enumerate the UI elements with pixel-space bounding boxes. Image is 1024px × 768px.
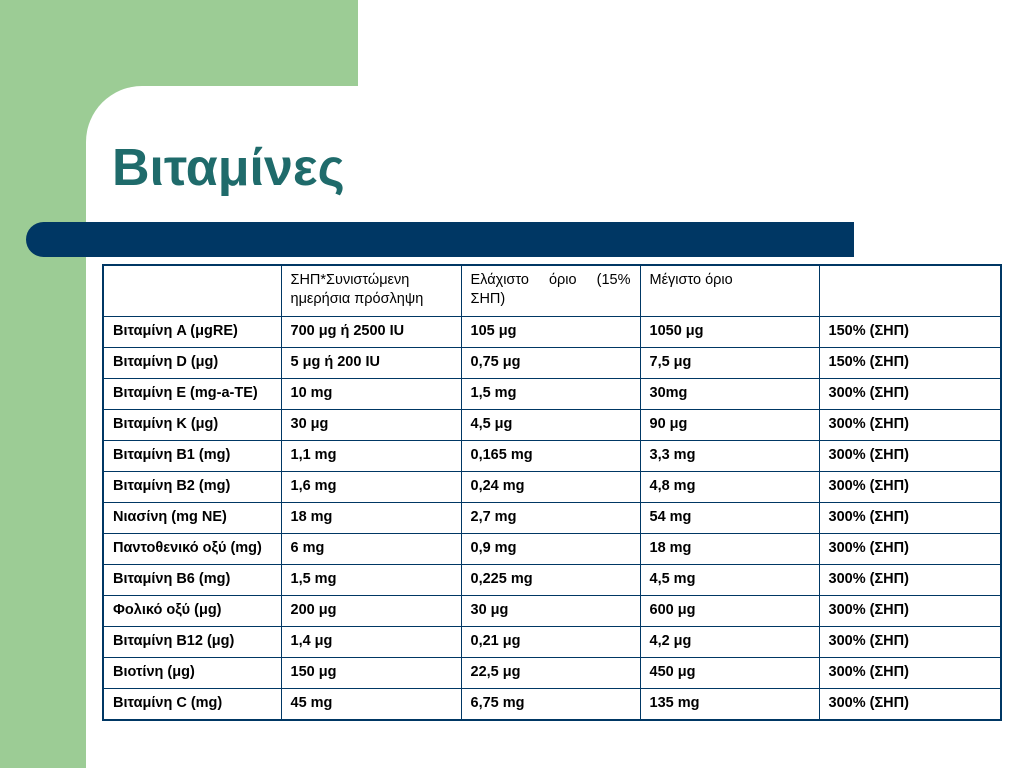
table-row (103, 689, 1001, 721)
table-cell: 300% (ΣΗΠ) (819, 379, 1001, 410)
table-cell: 6,75 mg (461, 689, 640, 721)
header-cell: Μέγιστο όριο (640, 265, 819, 317)
table-cell: 135 mg (640, 689, 819, 721)
table-cell: 0,24 mg (461, 472, 640, 503)
table-cell: 300% (ΣΗΠ) (819, 410, 1001, 441)
table-cell: 0,9 mg (461, 534, 640, 565)
table-cell: 4,5 μg (461, 410, 640, 441)
table-cell: 6 mg (281, 534, 461, 565)
table-cell: 1,5 mg (281, 565, 461, 596)
table-cell: 300% (ΣΗΠ) (819, 565, 1001, 596)
vitamin-name-cell: Βιταμίνη C (mg) (103, 689, 281, 721)
vitamin-name-cell: Βιταμίνη A (μgRE) (103, 317, 281, 348)
table-row (103, 596, 1001, 627)
table-cell: 0,75 μg (461, 348, 640, 379)
table-cell: 2,7 mg (461, 503, 640, 534)
table-cell: 300% (ΣΗΠ) (819, 596, 1001, 627)
table-row (103, 627, 1001, 658)
table-row (103, 348, 1001, 379)
vitamin-name-cell: Παντοθενικό οξύ (mg) (103, 534, 281, 565)
table-cell: 200 μg (281, 596, 461, 627)
vitamin-name-cell: Βιοτίνη (μg) (103, 658, 281, 689)
table-cell: 150% (ΣΗΠ) (819, 317, 1001, 348)
table-row (103, 534, 1001, 565)
header-cell: Ελάχιστο όριο (15% ΣΗΠ) (461, 265, 640, 317)
table-cell: 4,5 mg (640, 565, 819, 596)
table-row (103, 472, 1001, 503)
table-cell: 1,4 μg (281, 627, 461, 658)
table-cell: 30mg (640, 379, 819, 410)
table-cell: 700 μg ή 2500 IU (281, 317, 461, 348)
table-cell: 7,5 μg (640, 348, 819, 379)
table-cell: 22,5 μg (461, 658, 640, 689)
vitamin-name-cell: Φολικό οξύ (μg) (103, 596, 281, 627)
table-row (103, 503, 1001, 534)
table-cell: 10 mg (281, 379, 461, 410)
header-cell (819, 265, 1001, 317)
table-row (103, 317, 1001, 348)
table-cell: 30 μg (281, 410, 461, 441)
table-cell: 0,21 μg (461, 627, 640, 658)
table-cell: 150 μg (281, 658, 461, 689)
header-cell (103, 265, 281, 317)
vitamin-name-cell: Βιταμίνη B12 (μg) (103, 627, 281, 658)
vitamin-name-cell: Νιασίνη (mg NE) (103, 503, 281, 534)
vitamins-table (102, 264, 1002, 721)
table-cell: 450 μg (640, 658, 819, 689)
table-cell: 5 μg ή 200 IU (281, 348, 461, 379)
table-cell: 105 μg (461, 317, 640, 348)
table-cell: 300% (ΣΗΠ) (819, 441, 1001, 472)
table-cell: 1,6 mg (281, 472, 461, 503)
table-cell: 300% (ΣΗΠ) (819, 534, 1001, 565)
table-row (103, 441, 1001, 472)
table-cell: 4,8 mg (640, 472, 819, 503)
table-row (103, 379, 1001, 410)
table-cell: 0,165 mg (461, 441, 640, 472)
table-cell: 18 mg (640, 534, 819, 565)
table-cell: 3,3 mg (640, 441, 819, 472)
slide-title: Βιταμίνες (112, 139, 345, 197)
vitamin-name-cell: Βιταμίνη D (μg) (103, 348, 281, 379)
table-cell: 45 mg (281, 689, 461, 721)
table-row (103, 658, 1001, 689)
table-cell: 1,5 mg (461, 379, 640, 410)
table-row (103, 565, 1001, 596)
table-cell: 150% (ΣΗΠ) (819, 348, 1001, 379)
table-cell: 18 mg (281, 503, 461, 534)
table-cell: 300% (ΣΗΠ) (819, 627, 1001, 658)
table-cell: 300% (ΣΗΠ) (819, 472, 1001, 503)
vitamin-name-cell: Βιταμίνη B2 (mg) (103, 472, 281, 503)
table-cell: 600 μg (640, 596, 819, 627)
vitamin-name-cell: Βιταμίνη B1 (mg) (103, 441, 281, 472)
title-underline-bar (26, 222, 854, 257)
table-header-row (103, 265, 1001, 317)
table-row (103, 410, 1001, 441)
table-cell: 300% (ΣΗΠ) (819, 658, 1001, 689)
table-cell: 300% (ΣΗΠ) (819, 689, 1001, 721)
green-left-strip (0, 0, 86, 768)
header-cell: ΣΗΠ*Συνιστώμενη ημερήσια πρόσληψη (281, 265, 461, 317)
vitamin-name-cell: Βιταμίνη K (μg) (103, 410, 281, 441)
table-cell: 30 μg (461, 596, 640, 627)
table-cell: 4,2 μg (640, 627, 819, 658)
table-cell: 54 mg (640, 503, 819, 534)
table-cell: 0,225 mg (461, 565, 640, 596)
vitamin-name-cell: Βιταμίνη E (mg-a-TE) (103, 379, 281, 410)
vitamin-name-cell: Βιταμίνη B6 (mg) (103, 565, 281, 596)
table-cell: 1,1 mg (281, 441, 461, 472)
table-cell: 300% (ΣΗΠ) (819, 503, 1001, 534)
table-cell: 90 μg (640, 410, 819, 441)
table-cell: 1050 μg (640, 317, 819, 348)
